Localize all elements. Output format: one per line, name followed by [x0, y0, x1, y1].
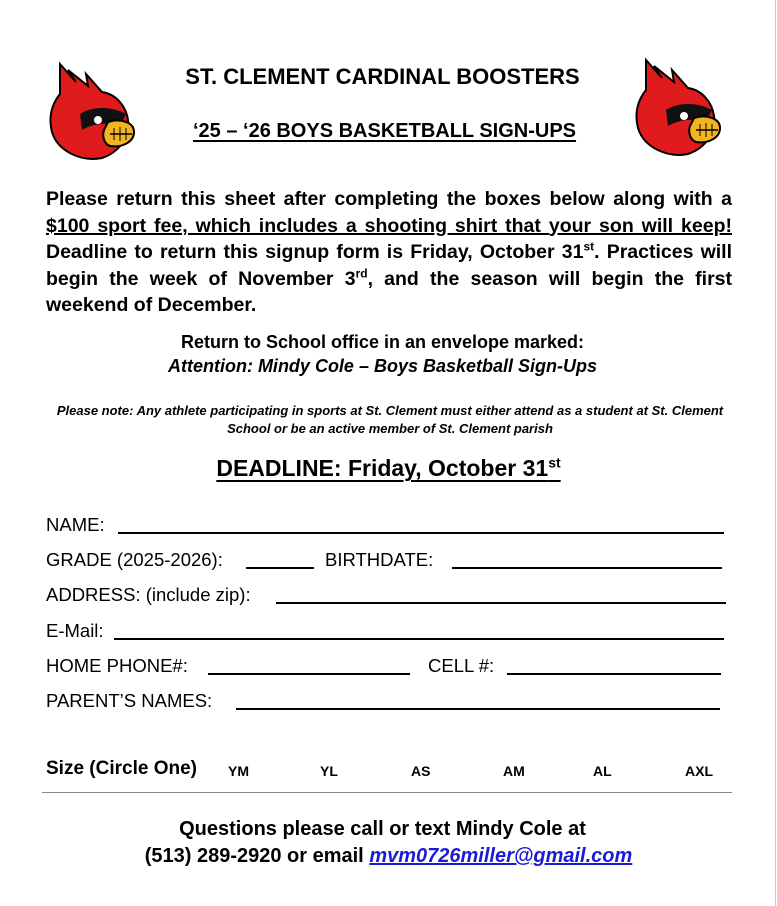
size-option-al[interactable]: AL	[593, 763, 612, 779]
intro-paragraph: Please return this sheet after completing the boxes below along with a $100 sport fee, which includes a shooting shirt that your son will keep! Deadline to return this signup form is Friday, October 31st. Practices will begin the week of November 3rd, and the season will begin the first weekend of December.	[46, 188, 732, 316]
parents-label: PARENT’S NAMES:	[46, 690, 213, 711]
size-option-axl[interactable]: AXL	[685, 763, 713, 779]
divider	[42, 792, 732, 793]
sport-fee-text: $100 sport fee, which includes a shooting shirt that your son will keep!	[46, 214, 732, 237]
form-title: ‘25 – ‘26 BOYS BASKETBALL SIGN-UPS	[192, 120, 577, 142]
birthdate-line[interactable]	[452, 567, 722, 569]
size-option-am[interactable]: AM	[503, 763, 525, 779]
contact-phone-email: (513) 289-2920 or email mvm0726miller@gmail.com	[144, 845, 633, 867]
size-option-yl[interactable]: YL	[320, 763, 338, 779]
parents-line[interactable]	[236, 708, 720, 710]
email-link[interactable]: mvm0726miller@gmail.com	[369, 845, 633, 867]
eligibility-note: Please note: Any athlete participating in sports at St. Clement must either attend as a student at St. Clement School or be an active member of St. Clement parish	[56, 403, 724, 436]
name-line[interactable]	[118, 532, 724, 534]
address-label: ADDRESS: (include zip):	[46, 584, 251, 605]
grade-line[interactable]	[246, 567, 314, 569]
home-phone-line[interactable]	[208, 673, 410, 675]
email-label: E-Mail:	[46, 620, 104, 641]
deadline-heading: DEADLINE: Friday, October 31st	[216, 454, 561, 481]
name-label: NAME:	[46, 514, 105, 535]
page-edge	[775, 0, 776, 906]
envelope-label: Attention: Mindy Cole – Boys Basketball Sign-Ups	[167, 356, 598, 376]
cell-line[interactable]	[507, 673, 721, 675]
size-label: Size (Circle One)	[46, 758, 197, 779]
address-line[interactable]	[276, 602, 726, 604]
cell-label: CELL #:	[428, 655, 495, 676]
organization-title: ST. CLEMENT CARDINAL BOOSTERS	[185, 64, 580, 89]
return-instructions: Return to School office in an envelope marked:	[180, 332, 585, 352]
size-option-ym[interactable]: YM	[228, 763, 249, 779]
contact-line: Questions please call or text Mindy Cole at	[179, 818, 586, 840]
email-line[interactable]	[114, 638, 724, 640]
birthdate-label: BIRTHDATE:	[325, 549, 434, 570]
home-phone-label: HOME PHONE#:	[46, 655, 188, 676]
grade-label: GRADE (2025-2026):	[46, 549, 223, 570]
size-option-as[interactable]: AS	[411, 763, 431, 779]
